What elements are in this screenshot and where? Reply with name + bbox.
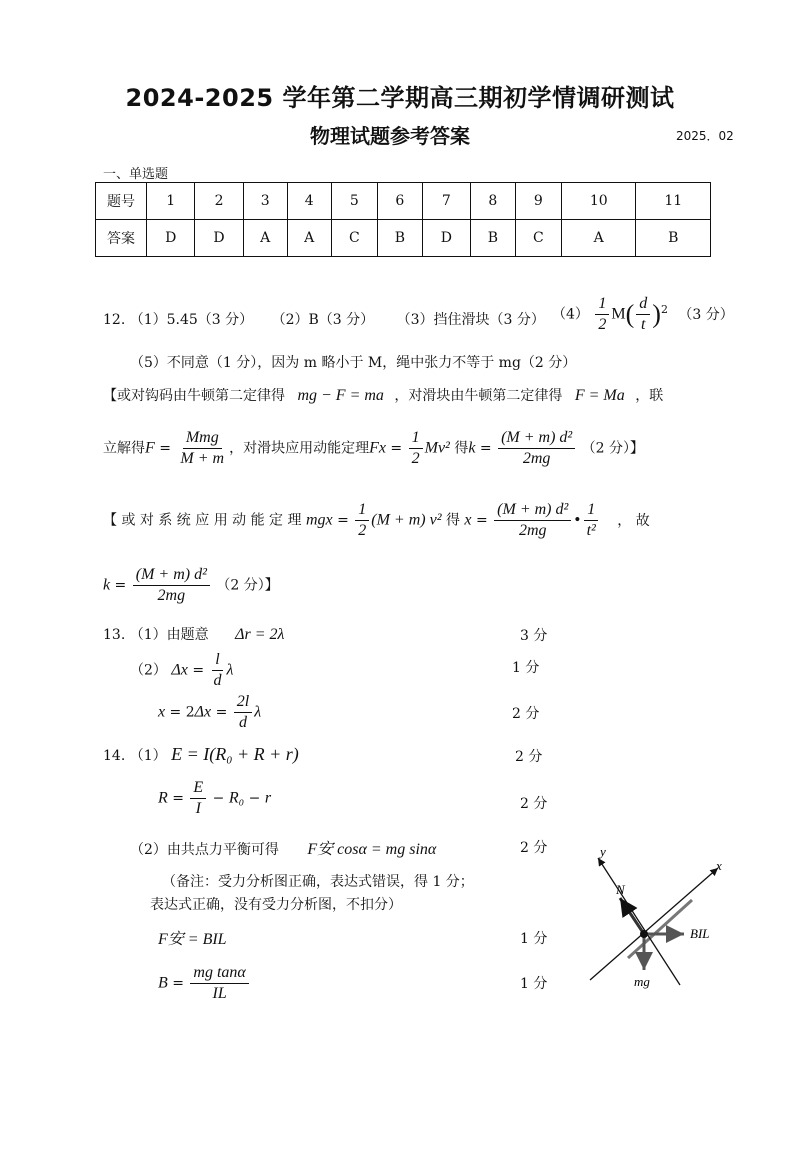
bil-force-label: BIL	[690, 926, 710, 941]
question-cell: 10	[562, 183, 636, 220]
answer-cell: C	[515, 220, 561, 257]
q13-line2: （2） Δx = $\frac{l}{d}$ λ	[130, 651, 234, 689]
formula: F安 cosα = mg sinα	[307, 841, 437, 858]
x-axis-label: x	[716, 858, 722, 873]
answer-cell: B	[378, 220, 423, 257]
q12-alt2-text: 立解得	[103, 440, 145, 457]
q12-alt4-score: （2 分）】	[216, 577, 279, 594]
question-cell: 5	[331, 183, 377, 220]
q14-line2: R = $\frac{E}{I}$ − R₀ − r	[158, 779, 272, 817]
q14-part4-score: 1 分	[520, 931, 548, 947]
question-cell: 6	[378, 183, 423, 220]
question-cell: 7	[422, 183, 470, 220]
formula: mg − F = ma	[297, 387, 384, 404]
formula: F安 = BIL	[158, 931, 227, 948]
q12-alt3: 【 或 对 系 统 应 用 动 能 定 理 mgx = $\frac{1}{2}$ (M + m) v² 得 x = $\frac{\text{(M + m) d²}}{2mg}$ • $\frac{1}{\text{t²}}$ ， 故	[103, 501, 650, 539]
q14-part3-label: （2）由共点力平衡可得	[130, 842, 279, 858]
formula-fraction: $\frac{1}{2}$	[595, 294, 609, 335]
q12-part3: （3）挡住滑块（3 分）	[396, 312, 545, 328]
q12-part5: （5）不同意（1 分），因为 m 略小于 M，绳中张力不等于 mg（2 分）	[130, 355, 577, 371]
q12-alt3-text: 【 或 对 系 统 应 用 动 能 定 理	[103, 512, 302, 529]
q12-alt3-text: ， 故	[617, 512, 650, 529]
row-label: 题号	[96, 183, 147, 220]
contact-point	[640, 930, 648, 938]
q13-part1-score: 3 分	[520, 628, 548, 644]
normal-force-arrow	[620, 898, 644, 934]
incline-rail	[628, 900, 692, 958]
q12-part4-score: （3 分）	[678, 306, 734, 323]
q12-alt2-text: ，对滑块应用动能定理	[229, 440, 370, 457]
q14-number: 14.	[103, 748, 126, 764]
answer-cell: A	[243, 220, 287, 257]
answer-table	[95, 182, 711, 257]
answer-cell: A	[287, 220, 331, 257]
q14-part1-label: （1）	[129, 748, 167, 764]
q14-part1-score: 2 分	[515, 749, 543, 765]
question-cell: 1	[147, 183, 195, 220]
q12-alt1-text: ，联	[635, 388, 664, 404]
answer-cell: D	[147, 220, 195, 257]
q12-alt4: k = $\frac{\text{(M + m) d²}}{2mg}$ （2 分）】	[103, 566, 279, 604]
question-cell: 11	[636, 183, 711, 220]
normal-force-label: N	[616, 882, 625, 897]
q13-number: 13.	[103, 627, 126, 643]
x-axis	[590, 868, 718, 980]
q12-alt2-score: （2 分）】	[581, 440, 645, 457]
q12-alt2: 立解得F = $\frac{\text{Mmg}}{M + m}$ ，对滑块应用动能定理Fx = $\frac{1}{2}$ Mv² 得k = $\frac{\text{(M + m) d²}}{2mg}$ （2 分）】	[103, 429, 645, 467]
q12-part4-label: （4）	[552, 306, 589, 323]
question-row	[96, 183, 711, 220]
answer-cell: B	[471, 220, 516, 257]
formula: Δr = 2λ	[235, 626, 285, 643]
page-title: 2024-2025 学年第二学期高三期初学情调研测试	[125, 84, 675, 112]
page-subtitle: 物理试题参考答案	[310, 124, 470, 148]
q14-line1	[103, 744, 299, 765]
q14-line3	[130, 836, 436, 859]
row-label: 答案	[96, 220, 147, 257]
q13-part2-label: （2）	[130, 662, 167, 679]
q12-part2: （2）B（3 分）	[271, 312, 375, 328]
q12-alt1-text: ，对滑块由牛顿第二定律得	[394, 388, 563, 404]
force-diagram	[580, 840, 740, 1000]
q13-line3: x = 2Δx = $\frac{2l}{d}$ λ	[158, 693, 262, 731]
question-cell: 3	[243, 183, 287, 220]
exam-date: 2025．02	[676, 129, 734, 143]
section-heading: 一、单选题	[103, 167, 169, 182]
q14-part3-score: 2 分	[520, 840, 548, 856]
question-cell: 2	[195, 183, 243, 220]
formula-fraction: $\frac{d}{t}$	[636, 294, 650, 335]
q12-part1: （1）5.45（3 分）	[129, 312, 254, 328]
q14-line5: B = $\frac{\text{mg tanα}}{IL}$	[158, 963, 251, 1004]
q13-part1-label: （1）由题意	[129, 627, 209, 643]
formula: F = Ma	[574, 387, 625, 404]
answer-cell: B	[636, 220, 711, 257]
answer-cell: D	[195, 220, 243, 257]
q12-alt2-text: 得	[454, 440, 469, 457]
q12-line1	[103, 309, 545, 329]
q14-note-line1: （备注：受力分析图正确，表达式错误，得 1 分；	[162, 874, 474, 890]
q14-line4	[158, 926, 227, 949]
q12-alt1	[103, 385, 663, 405]
answer-cell: C	[331, 220, 377, 257]
q13-part2-score: 1 分	[512, 660, 540, 676]
q14-note-line2: 表达式正确，没有受力分析图，不扣分）	[150, 897, 402, 913]
q12-part4: （4） $\frac{1}{2}$ M( $\frac{d}{t}$ )$^2$ （3 分）	[552, 295, 734, 333]
q12-alt1-text: 【或对钩码由牛顿第二定律得	[103, 388, 285, 404]
q12-number: 12.	[103, 312, 126, 328]
q14-part5-score: 1 分	[520, 976, 548, 992]
q14-part2-score: 2 分	[520, 796, 548, 812]
question-cell: 9	[515, 183, 561, 220]
question-cell: 8	[471, 183, 516, 220]
answer-cell: A	[562, 220, 636, 257]
answer-row	[96, 220, 711, 257]
q13-part3-score: 2 分	[512, 706, 540, 722]
y-axis-label: y	[600, 844, 606, 859]
gravity-label: mg	[634, 974, 650, 989]
question-cell: 4	[287, 183, 331, 220]
q13-line1	[103, 624, 284, 644]
formula: E = I(R₀ + R + r)	[171, 744, 299, 764]
answer-cell: D	[422, 220, 470, 257]
q12-alt3-text: 得	[445, 512, 460, 529]
